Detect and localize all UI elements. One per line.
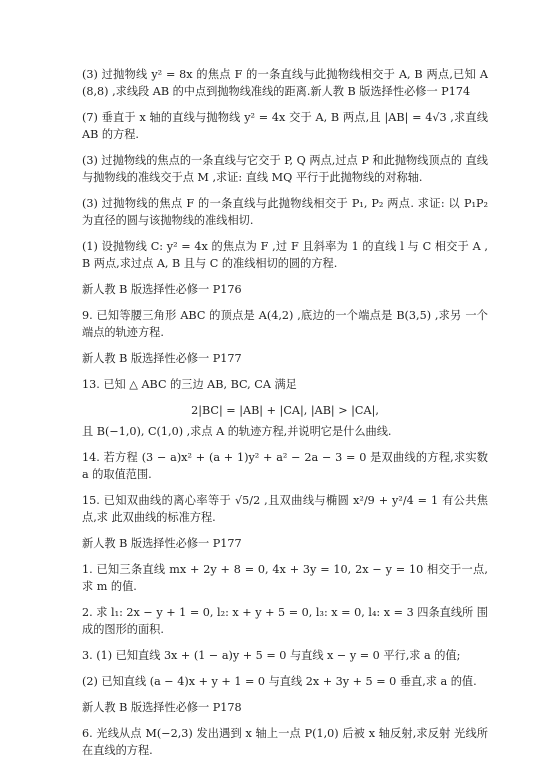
paragraph-four-lines-area: 2. 求 l₁: 2x − y + 1 = 0, l₂: x + y + 5 = 0, l₃: x = 0, l₄: x = 3 四条直线所 围成的图形的面积. bbox=[82, 606, 488, 636]
source-reference: 新人教 B 版选择性必修一 P176 bbox=[82, 283, 242, 296]
paragraph-triangle-sides: 13. 已知 △ ABC 的三边 AB, BC, CA 满足 bbox=[82, 378, 297, 391]
paragraph-perpendicular-lines: (2) 已知直线 (a − 4)x + y + 1 = 0 与直线 2x + 3y + 5 = 0 垂直,求 a 的值. bbox=[82, 675, 477, 688]
equation-triangle-condition: 2|BC| = |AB| + |CA|, |AB| > |CA|, bbox=[191, 404, 379, 417]
paragraph-hyperbola-range: 14. 若方程 (3 − a)x² + (a + 1)y² + a² − 2a − 3 = 0 是双曲线的方程,求实数 a 的取值范围. bbox=[82, 451, 488, 481]
paragraph-perpendicular-line: (7) 垂直于 x 轴的直线与抛物线 y² = 4x 交于 A, B 两点,且 |AB| = 4√3 ,求直线 AB 的方程. bbox=[82, 111, 488, 141]
paragraph-circle-equation: (1) 设抛物线 C: y² = 4x 的焦点为 F ,过 F 且斜率为 1 的直线 l 与 C 相交于 A , B 两点,求过点 A, B 且与 C 的准线相切的圆的方程. bbox=[82, 240, 488, 270]
paragraph-circle-tangent-proof: (3) 过抛物线的焦点 F 的一条直线与此抛物线相交于 P₁, P₂ 两点. 求证: 以 P₁P₂ 为直径的圆与该抛物线的准线相切. bbox=[82, 197, 488, 227]
source-reference: 新人教 B 版选择性必修一 P177 bbox=[82, 537, 242, 550]
paragraph-isosceles-locus: 9. 已知等腰三角形 ABC 的顶点是 A(4,2) ,底边的一个端点是 B(3,5) ,求另 一个端点的轨迹方程. bbox=[82, 309, 488, 339]
paragraph-reflected-light: 6. 光线从点 M(−2,3) 发出遇到 x 轴上一点 P(1,0) 后被 x 轴反射,求反射 光线所在直线的方程. bbox=[82, 727, 488, 757]
source-reference: 新人教 B 版选择性必修一 P177 bbox=[82, 352, 242, 365]
paragraph-three-lines: 1. 已知三条直线 mx + 2y + 8 = 0, 4x + 3y = 10, 2x − y = 10 相交于一点,求 m 的值. bbox=[82, 563, 488, 593]
source-reference: 新人教 B 版选择性必修一 P178 bbox=[82, 701, 242, 714]
paragraph-hyperbola-standard: 15. 已知双曲线的离心率等于 √5/2 ,且双曲线与椭圆 x²/9 + y²/4 = 1 有公共焦点,求 此双曲线的标准方程. bbox=[82, 494, 488, 524]
paragraph-parabola-midpoint: (3) 过抛物线 y² = 8x 的焦点 F 的一条直线与此抛物线相交于 A, B 两点,已知 A(8,8) ,求线段 AB 的中点到抛物线准线的距离.新人教 B 版选择性必修一 P174 bbox=[82, 68, 488, 98]
paragraph-triangle-locus: 且 B(−1,0), C(1,0) ,求点 A 的轨迹方程,并说明它是什么曲线. bbox=[82, 425, 392, 438]
paragraph-parallel-axis-proof: (3) 过抛物线的焦点的一条直线与它交于 P, Q 两点,过点 P 和此抛物线顶点的 直线与抛物线的准线交于点 M ,求证: 直线 MQ 平行于此抛物线的对称轴. bbox=[82, 154, 488, 184]
paragraph-parallel-lines: 3. (1) 已知直线 3x + (1 − a)y + 5 = 0 与直线 x − y = 0 平行,求 a 的值; bbox=[82, 649, 461, 662]
